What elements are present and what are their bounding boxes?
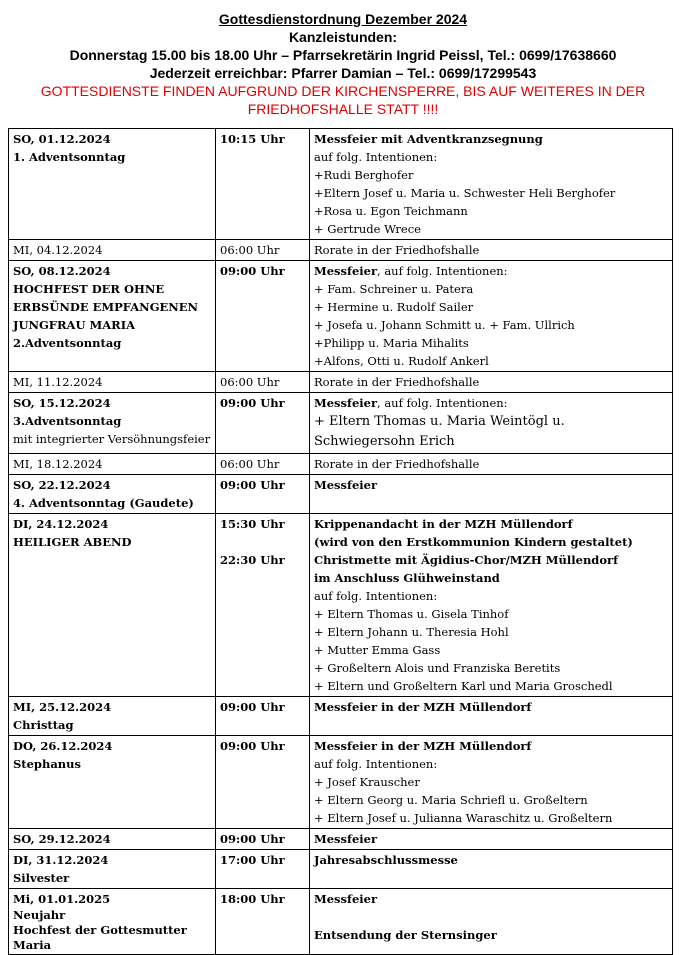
row-time: 09:00 Uhr — [220, 264, 285, 278]
time-cell — [216, 372, 310, 393]
service-text: +Alfons, Otti u. Rudolf Ankerl — [314, 354, 489, 368]
service-text: Messfeier — [314, 832, 378, 846]
service-line — [314, 515, 668, 533]
time-cell — [216, 514, 310, 697]
service-text: Messfeier — [314, 478, 378, 492]
date-cell — [9, 475, 216, 514]
service-text: + Josef Krauscher — [314, 775, 420, 789]
date-cell — [9, 240, 216, 261]
service-text: Messfeier mit Adventkranzsegnung — [314, 132, 543, 146]
service-text-rest: , auf folg. Intentionen: — [377, 396, 508, 410]
service-text: Entsendung der Sternsinger — [314, 928, 497, 942]
service-text: +Rosa u. Egon Teichmann — [314, 204, 468, 218]
service-line — [314, 476, 668, 494]
service-text: Christmette mit Ägidius-Chor/MZH Müllendorf — [314, 553, 619, 567]
service-text: auf folg. Intentionen: — [314, 589, 438, 603]
row-date: SO, 22.12.2024 — [13, 478, 111, 492]
service-line — [314, 455, 668, 473]
row-occasion: 1. Adventsonntag — [13, 150, 126, 164]
service-line — [314, 569, 668, 587]
row-occasion: Christtag — [13, 718, 74, 732]
schedule-table — [8, 128, 673, 955]
row-time — [220, 533, 305, 551]
service-cell — [310, 829, 673, 850]
service-text: + Mutter Emma Gass — [314, 643, 441, 657]
time-cell — [216, 736, 310, 829]
service-text: Messfeier — [314, 264, 378, 278]
row-date: DO, 26.12.2024 — [13, 739, 113, 753]
row-time: 17:00 Uhr — [220, 853, 285, 867]
service-line — [314, 623, 668, 641]
service-cell — [310, 454, 673, 475]
row-time: 10:15 Uhr — [220, 132, 285, 146]
row-date: DI, 24.12.2024 — [13, 517, 109, 531]
row-occasion: Stephanus — [13, 757, 81, 771]
row-time: 09:00 Uhr — [220, 478, 285, 492]
service-text: Messfeier — [314, 892, 378, 906]
date-cell — [9, 829, 216, 850]
row-time: 09:00 Uhr — [220, 832, 285, 846]
service-text: Messfeier in der MZH Müllendorf — [314, 700, 532, 714]
service-line — [314, 202, 668, 220]
service-line — [314, 280, 668, 298]
service-text: Krippenandacht in der MZH Müllendorf — [314, 517, 573, 531]
row-occasion: ERBSÜNDE EMPFANGENEN — [13, 300, 199, 314]
service-line — [314, 412, 668, 432]
row-date: SO, 01.12.2024 — [13, 132, 111, 146]
service-cell — [310, 475, 673, 514]
row-occasion: Hochfest der Gottesmutter — [13, 923, 187, 937]
service-cell — [310, 697, 673, 736]
date-cell — [9, 372, 216, 393]
time-cell — [216, 829, 310, 850]
service-line — [314, 334, 668, 352]
service-text: + Hermine u. Rudolf Sailer — [314, 300, 474, 314]
row-time: 06:00 Uhr — [220, 457, 280, 471]
office-label: Kanzleistunden: — [288, 29, 398, 45]
row-occasion: 4. Adventsonntag (Gaudete) — [13, 496, 194, 510]
service-line — [314, 791, 668, 809]
service-cell — [310, 261, 673, 372]
row-occasion: mit integrierter Versöhnungsfeier — [13, 432, 211, 446]
service-text: Rorate in der Friedhofshalle — [314, 457, 480, 471]
service-line — [314, 737, 668, 755]
schedule-row — [9, 514, 673, 697]
row-date: SO, 29.12.2024 — [13, 832, 111, 846]
time-cell — [216, 697, 310, 736]
service-line — [314, 184, 668, 202]
service-cell — [310, 372, 673, 393]
service-line — [314, 533, 668, 551]
date-cell — [9, 514, 216, 697]
document-header — [0, 0, 686, 118]
service-text: + Großeltern Alois und Franziska Beretits — [314, 661, 561, 675]
service-line — [314, 298, 668, 316]
row-date: DI, 31.12.2024 — [13, 853, 109, 867]
priest-contact: Jederzeit erreichbar: Pfarrer Damian – Tel.: 0699/17299543 — [149, 65, 537, 81]
service-text: + Eltern Johann u. Theresia Hohl — [314, 625, 509, 639]
row-time: 09:00 Uhr — [220, 700, 285, 714]
service-text: +Philipp u. Maria Mihalits — [314, 336, 469, 350]
schedule-row — [9, 129, 673, 240]
row-time: 18:00 Uhr — [220, 892, 285, 906]
service-line — [314, 432, 668, 452]
schedule-row — [9, 372, 673, 393]
service-text: Rorate in der Friedhofshalle — [314, 243, 480, 257]
service-text: (wird von den Erstkommunion Kindern gestaltet) — [314, 535, 633, 549]
row-occasion: HEILIGER ABEND — [13, 535, 132, 549]
row-time: 06:00 Uhr — [220, 243, 280, 257]
service-text: auf folg. Intentionen: — [314, 757, 438, 771]
service-line — [314, 773, 668, 791]
row-occasion: 3.Adventsonntag — [13, 414, 122, 428]
service-cell — [310, 514, 673, 697]
service-line — [314, 605, 668, 623]
service-text: Jahresabschlussmesse — [314, 853, 458, 867]
service-text: + Eltern Georg u. Maria Schriefl u. Großeltern — [314, 793, 588, 807]
schedule-row — [9, 889, 673, 955]
service-line — [314, 373, 668, 391]
service-line — [314, 890, 668, 908]
service-cell — [310, 240, 673, 261]
service-text: + Eltern Thomas u. Gisela Tinhof — [314, 607, 509, 621]
date-cell — [9, 736, 216, 829]
date-cell — [9, 454, 216, 475]
office-hours: Donnerstag 15.00 bis 18.00 Uhr – Pfarrsekretärin Ingrid Peissl, Tel.: 0699/17638660 — [69, 47, 617, 63]
schedule-row — [9, 454, 673, 475]
row-date: Mi, 01.01.2025 — [13, 892, 111, 906]
row-time: 22:30 Uhr — [220, 553, 285, 567]
service-line — [314, 316, 668, 334]
service-text: + Josefa u. Johann Schmitt u. + Fam. Ullrich — [314, 318, 575, 332]
service-cell — [310, 736, 673, 829]
schedule-row — [9, 736, 673, 829]
service-line — [314, 641, 668, 659]
service-text-rest: , auf folg. Intentionen: — [377, 264, 508, 278]
service-line — [314, 830, 668, 848]
schedule-row — [9, 393, 673, 454]
time-cell — [216, 393, 310, 454]
row-occasion: HOCHFEST DER OHNE — [13, 282, 165, 296]
row-date: MI, 25.12.2024 — [13, 700, 112, 714]
date-cell — [9, 697, 216, 736]
schedule-row — [9, 261, 673, 372]
date-cell — [9, 261, 216, 372]
row-time: 15:30 Uhr — [220, 517, 285, 531]
date-cell — [9, 850, 216, 889]
row-occasion: 2.Adventsonntag — [13, 336, 122, 350]
service-text: + Fam. Schreiner u. Patera — [314, 282, 474, 296]
date-cell — [9, 393, 216, 454]
service-text: + Eltern Josef u. Julianna Waraschitz u. Großeltern — [314, 811, 613, 825]
service-text: + Eltern Thomas u. Maria Weintögl u. — [314, 414, 565, 429]
service-text: Rorate in der Friedhofshalle — [314, 375, 480, 389]
service-line — [314, 851, 668, 869]
row-occasion: JUNGFRAU MARIA — [13, 318, 135, 332]
row-time: 09:00 Uhr — [220, 396, 285, 410]
service-text: +Rudi Berghofer — [314, 168, 414, 182]
document-title: Gottesdienstordnung Dezember 2024 — [218, 11, 468, 27]
service-line — [314, 908, 668, 926]
service-text: Messfeier in der MZH Müllendorf — [314, 739, 532, 753]
time-cell — [216, 261, 310, 372]
row-date: MI, 11.12.2024 — [13, 375, 103, 389]
row-occasion: Neujahr — [13, 908, 66, 922]
service-text: Messfeier — [314, 396, 378, 410]
row-occasion: Maria — [13, 938, 52, 952]
service-text: + Gertrude Wrece — [314, 222, 421, 236]
row-date: SO, 15.12.2024 — [13, 396, 111, 410]
service-line — [314, 755, 668, 773]
service-line — [314, 587, 668, 605]
time-cell — [216, 454, 310, 475]
service-text: auf folg. Intentionen: — [314, 150, 438, 164]
service-text: im Anschluss Glühweinstand — [314, 571, 500, 585]
service-line — [314, 241, 668, 259]
service-cell — [310, 889, 673, 955]
location-notice: GOTTESDIENSTE FINDEN AUFGRUND DER KIRCHENSPERRE, BIS AUF WEITERES IN DER FRIEDHOFSHALLE STATT !!!! — [40, 83, 646, 117]
schedule-row — [9, 240, 673, 261]
date-cell — [9, 129, 216, 240]
service-line — [314, 262, 668, 280]
service-line — [314, 130, 668, 148]
time-cell — [216, 889, 310, 955]
service-line — [314, 551, 668, 569]
service-line — [314, 698, 668, 716]
service-cell — [310, 129, 673, 240]
row-date: MI, 18.12.2024 — [13, 457, 103, 471]
schedule-row — [9, 475, 673, 514]
service-line — [314, 352, 668, 370]
schedule-row — [9, 829, 673, 850]
time-cell — [216, 475, 310, 514]
row-occasion: Silvester — [13, 871, 70, 885]
row-date: SO, 08.12.2024 — [13, 264, 111, 278]
service-line — [314, 220, 668, 238]
row-time: 06:00 Uhr — [220, 375, 280, 389]
time-cell — [216, 129, 310, 240]
row-time: 09:00 Uhr — [220, 739, 285, 753]
service-text: + Eltern und Großeltern Karl und Maria Groschedl — [314, 679, 613, 693]
schedule-row — [9, 850, 673, 889]
service-line — [314, 659, 668, 677]
service-cell — [310, 850, 673, 889]
schedule-row — [9, 697, 673, 736]
service-line — [314, 166, 668, 184]
service-line — [314, 926, 668, 944]
service-line — [314, 809, 668, 827]
service-text: Schwiegersohn Erich — [314, 434, 455, 449]
service-cell — [310, 393, 673, 454]
time-cell — [216, 240, 310, 261]
service-line — [314, 148, 668, 166]
time-cell — [216, 850, 310, 889]
service-line — [314, 394, 668, 412]
row-date: MI, 04.12.2024 — [13, 243, 103, 257]
service-line — [314, 677, 668, 695]
service-text: +Eltern Josef u. Maria u. Schwester Heli Berghofer — [314, 186, 616, 200]
date-cell — [9, 889, 216, 955]
